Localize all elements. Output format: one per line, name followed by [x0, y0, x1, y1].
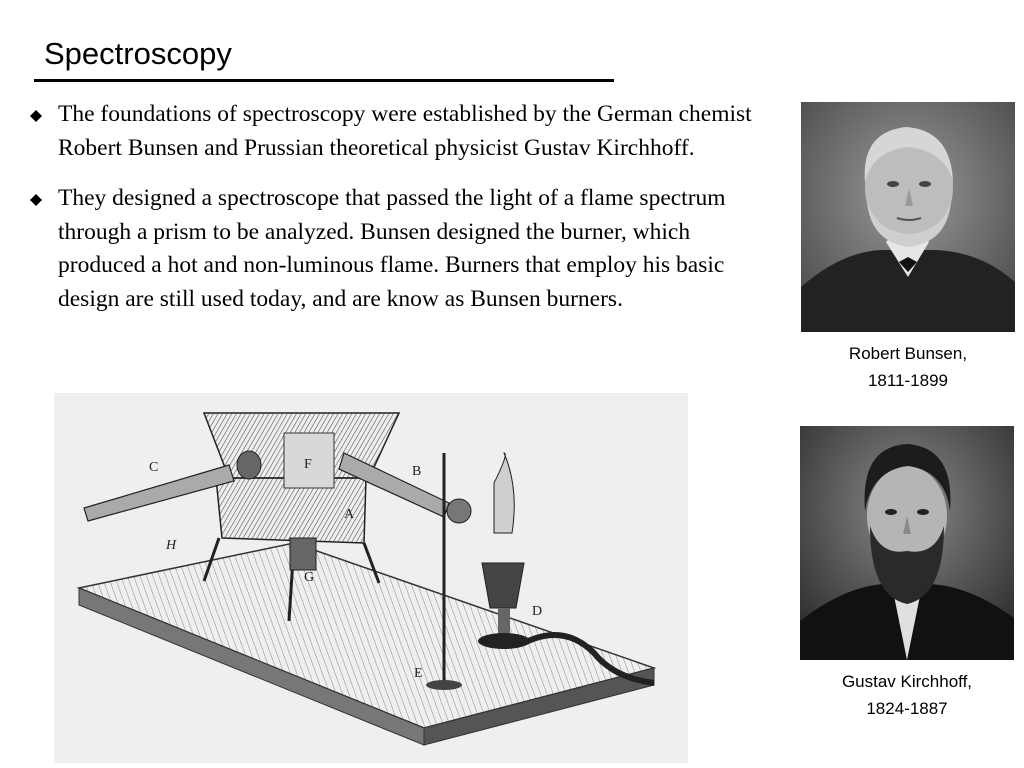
bullet-item — [30, 98, 770, 165]
label-g: G — [304, 570, 315, 585]
bullet-item — [30, 182, 770, 316]
label-a: A — [344, 507, 355, 522]
diamond-bullet-icon — [30, 194, 42, 206]
slide-title: Spectroscopy — [44, 36, 232, 71]
caption-name: Robert Bunsen, — [848, 344, 968, 363]
portrait-kirchhoff-caption — [800, 668, 1014, 722]
caption-name: Gustav Kirchhoff, — [841, 672, 973, 691]
label-e: E — [414, 666, 423, 681]
bullet-text: They designed a spectroscope that passed the light of a flame spectrum through a prism to be analyzed. Bunsen designed the burner, which produced a hot and non-luminous flame. Burners that employ his basic design are still used today, and are know as Bunsen burners. — [58, 185, 726, 312]
title-underline — [34, 79, 614, 82]
label-c: C — [149, 460, 159, 475]
label-f: F — [304, 457, 312, 472]
caption-dates: 1811-1899 — [867, 371, 949, 390]
diamond-bullet-icon — [30, 110, 42, 122]
bullet-text: The foundations of spectroscopy were established by the German chemist Robert Bunsen and Prussian theoretical physicist Gustav Kirchhoff. — [58, 101, 752, 161]
label-h: H — [166, 538, 177, 553]
spectroscope-illustration — [54, 393, 688, 763]
portrait-bunsen-image — [801, 102, 1015, 332]
label-b: B — [412, 464, 422, 479]
spectroscope-drawing — [54, 393, 688, 763]
portrait-kirchhoff-image — [800, 426, 1014, 660]
portrait-bunsen — [801, 102, 1015, 332]
caption-dates: 1824-1887 — [866, 699, 948, 718]
bullet-list — [30, 98, 770, 334]
portrait-bunsen-caption — [801, 340, 1015, 394]
portrait-kirchhoff — [800, 426, 1014, 660]
label-d: D — [532, 604, 543, 619]
